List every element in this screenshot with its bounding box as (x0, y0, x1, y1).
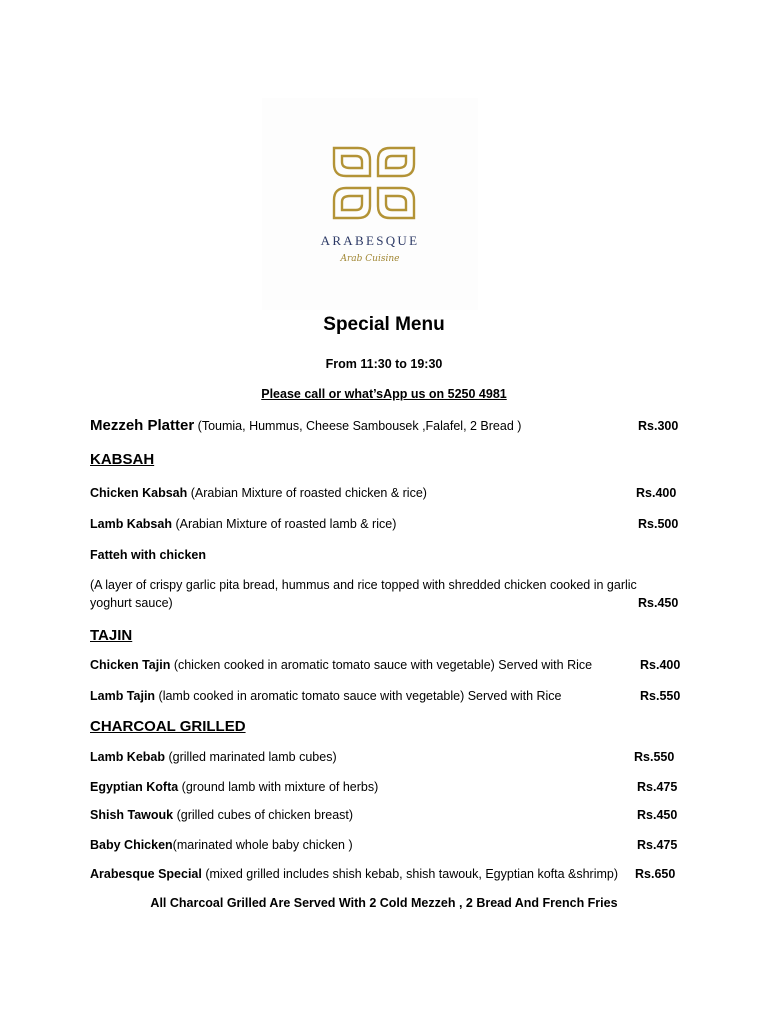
menu-item-lamb-tajin (90, 689, 562, 703)
menu-item-fatteh-name: Fatteh with chicken (90, 548, 206, 562)
menu-item-price: Rs.400 (636, 486, 677, 500)
menu-item-description: (mixed grilled includes shish kebab, shish tawouk, Egyptian kofta &shrimp) (201, 867, 619, 881)
menu-item-description: (Toumia, Hummus, Cheese Sambousek ,Falafel, 2 Bread ) (194, 419, 522, 433)
menu-item-name: Lamb Kabsah (90, 517, 172, 531)
menu-item-price: Rs.650 (635, 867, 676, 881)
menu-item-description: (grilled cubes of chicken breast) (173, 808, 354, 822)
grilled-footer-note: All Charcoal Grilled Are Served With 2 Cold Mezzeh , 2 Bread And French Fries (150, 896, 618, 910)
menu-item-price: Rs.550 (634, 750, 675, 764)
menu-item-price: Rs.475 (637, 780, 678, 794)
menu-item-lamb-kabsah (90, 517, 396, 531)
menu-item-description: (Arabian Mixture of roasted lamb & rice) (171, 517, 397, 531)
menu-item-name: Shish Tawouk (90, 808, 174, 822)
menu-item-egyptian-kofta (90, 780, 378, 794)
restaurant-logo (262, 98, 478, 310)
menu-item-price: Rs.450 (638, 596, 679, 610)
menu-item-arabesque-special (90, 867, 618, 881)
brand-name: ARABESQUE (320, 233, 420, 248)
arabesque-leaf-emblem-icon (332, 142, 416, 224)
section-heading-charcoal-grilled: CHARCOAL GRILLED (90, 718, 246, 735)
menu-item-price: Rs.500 (638, 517, 679, 531)
contact-line: Please call or what’sApp us on 5250 4981 (261, 387, 507, 401)
menu-item-baby-chicken (90, 838, 353, 852)
menu-item-description: (grilled marinated lamb cubes) (165, 750, 337, 764)
menu-item-chicken-tajin (90, 658, 592, 672)
menu-item-description: (chicken cooked in aromatic tomato sauce with vegetable) Served with Rice (170, 658, 593, 672)
menu-item-shish-tawouk (90, 808, 353, 822)
brand-tagline: Arab Cuisine (340, 254, 400, 264)
menu-item-price: Rs.550 (640, 689, 681, 703)
menu-item-mezzeh-platter (90, 417, 521, 434)
menu-item-description: (lamb cooked in aromatic tomato sauce with vegetable) Served with Rice (155, 689, 562, 703)
menu-item-name: Arabesque Special (90, 867, 202, 881)
menu-item-name: Chicken Kabsah (90, 486, 188, 500)
section-heading-tajin: TAJIN (90, 627, 133, 644)
menu-item-price: Rs.450 (637, 808, 678, 822)
menu-item-fatteh-description: (A layer of crispy garlic pita bread, hummus and rice topped with shredded chicken cooked in garlic (90, 578, 637, 592)
menu-item-name: Egyptian Kofta (90, 780, 179, 794)
menu-item-name: Baby Chicken (90, 838, 173, 852)
menu-item-name: Chicken Tajin (90, 658, 171, 672)
menu-item-price: Rs.300 (638, 419, 679, 433)
menu-item-price: Rs.475 (637, 838, 678, 852)
section-heading-kabsah: KABSAH (90, 451, 155, 468)
menu-item-name: Lamb Kebab (90, 750, 166, 764)
menu-item-name: Lamb Tajin (90, 689, 156, 703)
menu-item-lamb-kebab (90, 750, 337, 764)
menu-title: Special Menu (323, 314, 445, 335)
menu-item-fatteh-description-cont: yoghurt sauce) (90, 596, 173, 610)
opening-hours: From 11:30 to 19:30 (325, 357, 443, 371)
menu-item-price: Rs.400 (640, 658, 681, 672)
menu-item-description: (ground lamb with mixture of herbs) (178, 780, 379, 794)
menu-item-description: (Arabian Mixture of roasted chicken & rice) (187, 486, 427, 500)
menu-item-description: (marinated whole baby chicken ) (172, 838, 353, 852)
menu-item-chicken-kabsah (90, 486, 427, 500)
menu-item-name: Mezzeh Platter (90, 417, 195, 434)
